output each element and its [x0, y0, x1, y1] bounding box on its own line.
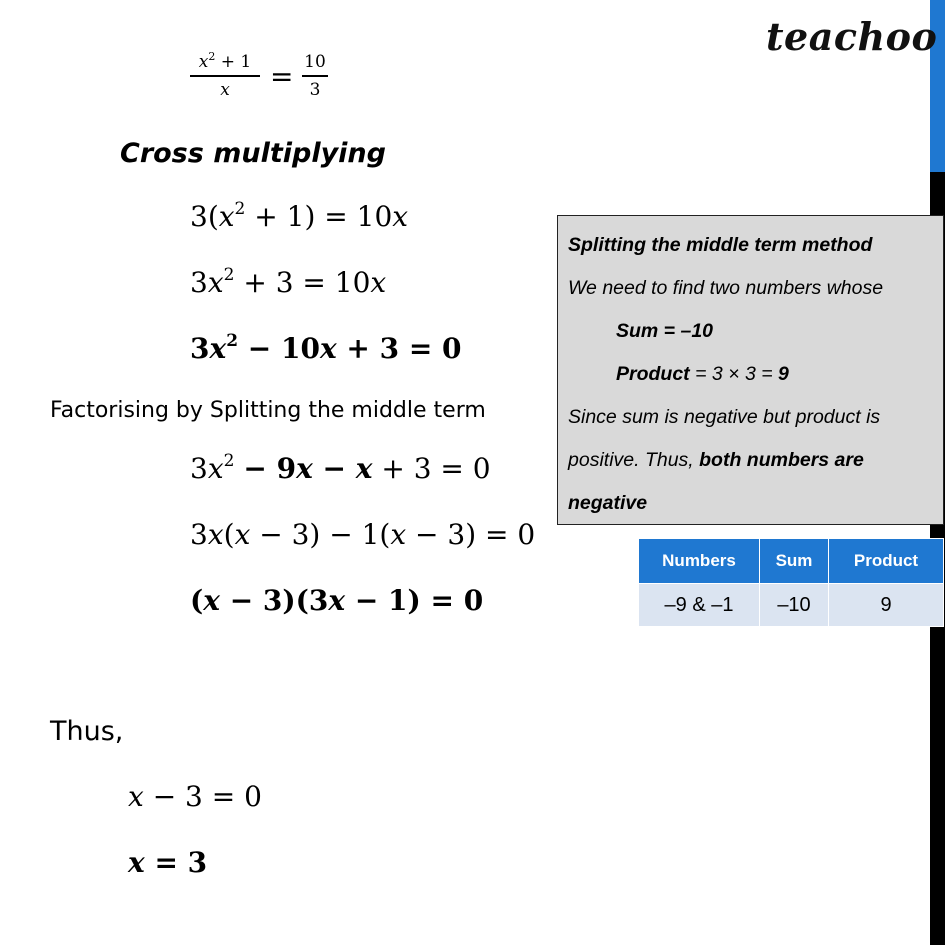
hint-product: Product = 3 × 3 = 9: [616, 363, 789, 385]
table-header-sum: Sum: [760, 539, 829, 584]
fraction-left-numerator: $x^2 + 1$: [198, 50, 252, 72]
factor-line-3: (x − 3)(3x − 1) = 0: [190, 584, 484, 617]
table-header-row: [639, 539, 944, 584]
factorising-text: Factorising by Splitting the middle term: [50, 398, 486, 423]
table-cell-product: 9: [829, 584, 944, 627]
teachoo-logo: teachoo: [766, 14, 938, 59]
equation-line-3: $3x^2 - 10x + 3 = 0$: [190, 331, 462, 365]
hint-line-5: positive. Thus, both numbers are: [568, 449, 864, 471]
hint-line-4: Since sum is negative but product is: [568, 406, 881, 428]
fraction-left: [190, 52, 260, 100]
thus-label: Thus,: [50, 716, 124, 747]
hint-sum: Sum = –10: [616, 320, 714, 342]
hint-title: Splitting the middle term method: [568, 234, 873, 256]
factor-line-2: 3x(x − 3) − 1(x − 3) = 0: [190, 518, 536, 551]
hint-line-1: We need to find two numbers whose: [568, 277, 884, 299]
table-row: [639, 584, 944, 627]
equation-line-2: $3x^2 + 3 = 10x$: [190, 265, 387, 299]
hint-box: [557, 215, 944, 525]
table-header-numbers: Numbers: [639, 539, 760, 584]
fraction-right-bar: [302, 75, 328, 77]
cross-multiplying-heading: Cross multiplying: [120, 138, 386, 169]
table-header-product: Product: [829, 539, 944, 584]
fraction-right-numerator: 10: [304, 52, 326, 72]
table-cell-numbers: –9 & –1: [639, 584, 760, 627]
fraction-right: [302, 52, 328, 100]
fraction-left-denominator: x: [220, 80, 230, 100]
fraction-right-denominator: 3: [309, 80, 321, 100]
solution-line-2: x = 3: [128, 846, 208, 879]
equation-line-1: $3(x^2 + 1) = 10x$: [190, 199, 409, 233]
hint-line-6: negative: [568, 492, 648, 514]
factor-line-1: $3x^2 - 9x - x + 3 = 0$: [190, 451, 491, 485]
table-cell-sum: –10: [760, 584, 829, 627]
fraction-left-bar: [190, 75, 260, 77]
solution-line-1: x − 3 = 0: [128, 780, 262, 813]
equals-sign: =: [270, 60, 294, 93]
numbers-table: [638, 538, 944, 627]
